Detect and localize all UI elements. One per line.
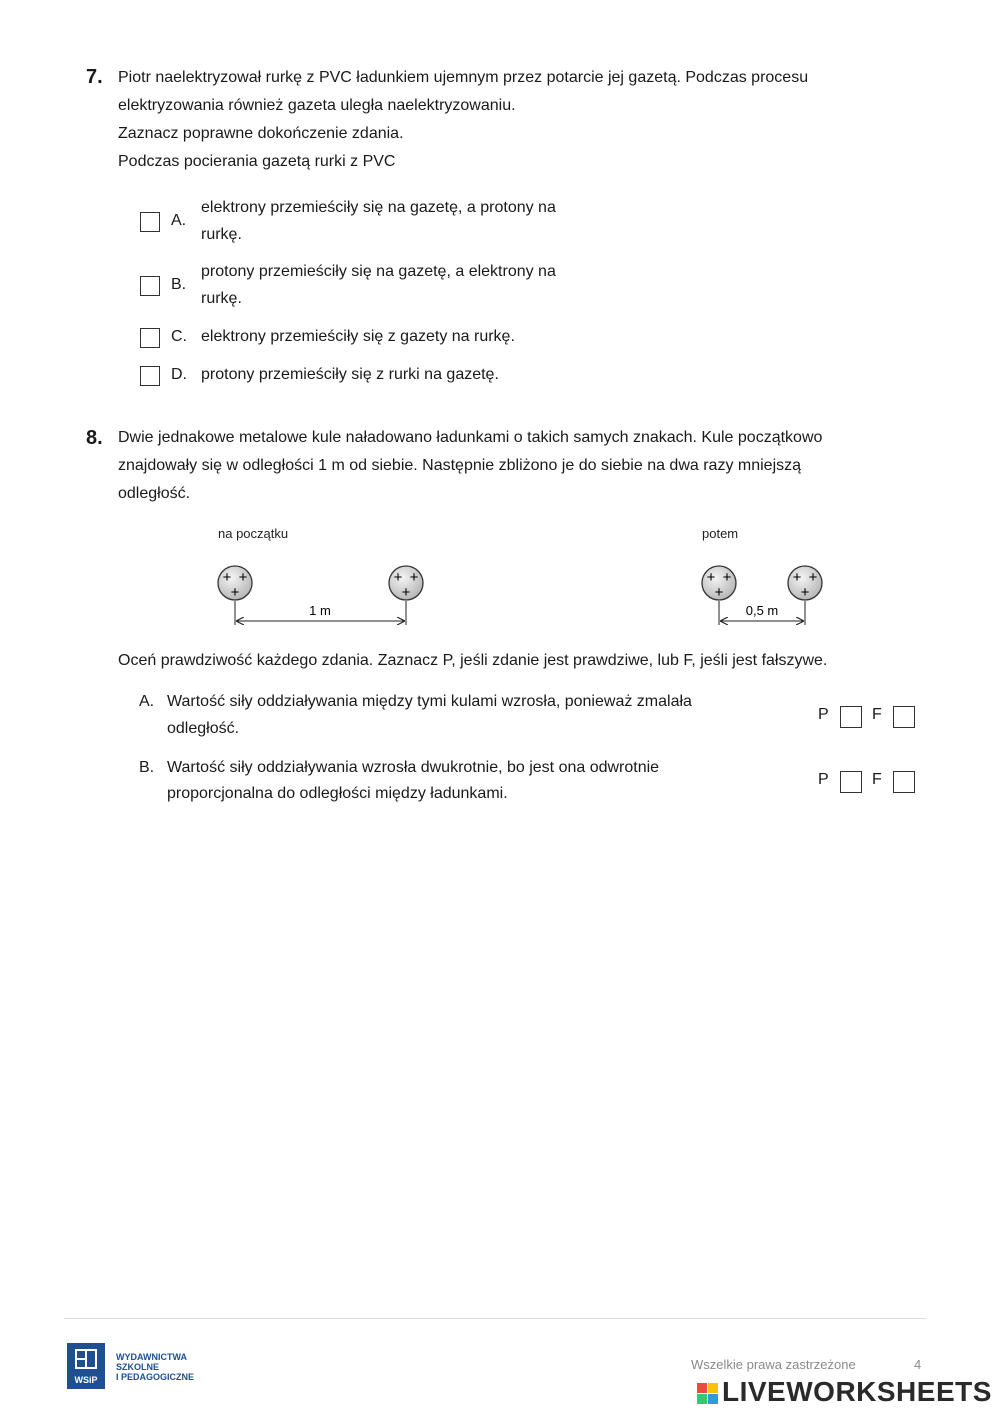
question-7-number: 7. xyxy=(86,66,103,88)
question-8-number: 8. xyxy=(86,427,103,449)
option-d-checkbox[interactable] xyxy=(140,366,160,386)
charge-plus: + xyxy=(230,584,240,601)
charges-diagram xyxy=(200,555,840,635)
option-a-text-1: elektrony przemieściły się na gazetę, a protony na xyxy=(201,199,556,216)
page-number: 4 xyxy=(914,1357,922,1372)
option-d-letter: D. xyxy=(171,366,187,383)
question-8-instruction: Oceń prawdziwość każdego zdania. Zaznacz P, jeśli zdanie jest prawdziwe, lub F, jeśli jest fałszywe. xyxy=(118,652,828,669)
option-b-checkbox[interactable] xyxy=(140,276,160,296)
question-7-line-4: Podczas pocierania gazetą rurki z PVC xyxy=(118,153,396,170)
statement-b-p-checkbox[interactable] xyxy=(840,771,862,793)
rights-reserved: Wszelkie prawa zastrzeżone xyxy=(691,1357,856,1372)
charge-plus: + xyxy=(222,569,232,586)
publisher-logo-icon xyxy=(67,1343,105,1389)
sphere-right-1 xyxy=(702,566,736,601)
charge-plus: + xyxy=(409,569,419,586)
statement-b-text-2: proporcjonalna do odległości między ładunkami. xyxy=(167,785,508,802)
publisher-name-2: SZKOLNE xyxy=(116,1362,160,1372)
question-8-line-1: Dwie jednakowe metalowe kule naładowano ładunkami o takich samych znakach. Kule początkowo xyxy=(118,429,823,446)
liveworksheets-watermark: LIVEWORKSHEETS xyxy=(722,1376,992,1407)
statement-a-f-label: F xyxy=(872,706,882,723)
option-a-checkbox[interactable] xyxy=(140,212,160,232)
question-7-line-1: Piotr naelektryzował rurkę z PVC ładunkiem ujemnym przez potarcie jej gazetą. Podczas procesu xyxy=(118,69,809,86)
statement-b-f-checkbox[interactable] xyxy=(893,771,915,793)
sphere-left-2 xyxy=(389,566,423,601)
statement-b-f-label: F xyxy=(872,771,882,788)
sphere-right-2 xyxy=(788,566,822,601)
option-a-letter: A. xyxy=(171,212,187,229)
publisher-name-1: WYDAWNICTWA xyxy=(116,1352,187,1362)
publisher-name-3: I PEDAGOGICZNE xyxy=(116,1372,195,1382)
statement-a-letter: A. xyxy=(139,693,155,710)
charge-plus: + xyxy=(800,584,810,601)
publisher-logo xyxy=(67,1343,105,1389)
option-b-text-1: protony przemieściły się na gazetę, a elektrony na xyxy=(201,263,556,280)
option-a-text-2: rurkę. xyxy=(201,226,242,243)
statement-a-text-1: Wartość siły oddziaływania między tymi kulami wzrosła, ponieważ zmalała xyxy=(167,693,692,710)
charge-plus: + xyxy=(401,584,411,601)
question-7-line-2: elektryzowania również gazeta uległa naelektryzowaniu. xyxy=(118,97,516,114)
option-c-letter: C. xyxy=(171,328,187,345)
distance-right-value: 0,5 m xyxy=(745,603,779,618)
option-b-text-2: rurkę. xyxy=(201,290,242,307)
question-7-line-3: Zaznacz poprawne dokończenie zdania. xyxy=(118,125,404,142)
question-8-line-3: odległość. xyxy=(118,485,191,502)
charge-plus: + xyxy=(393,569,403,586)
charge-plus: + xyxy=(238,569,248,586)
liveworksheets-logo-icon xyxy=(697,1383,719,1405)
option-c-checkbox[interactable] xyxy=(140,328,160,348)
statement-a-text-2: odległość. xyxy=(167,720,240,737)
statement-b-text-1: Wartość siły oddziaływania wzrosła dwukrotnie, bo jest ona odwrotnie xyxy=(167,759,660,776)
question-8-line-2: znajdowały się w odległości 1 m od siebie. Następnie zbliżono je do siebie na dwa razy mniejszą xyxy=(118,457,802,474)
diagram-right-label: potem xyxy=(702,526,739,541)
charge-plus: + xyxy=(792,569,802,586)
publisher-short: WSiP xyxy=(74,1375,98,1385)
diagram-left-label: na początku xyxy=(218,526,289,541)
charge-plus: + xyxy=(714,584,724,601)
statement-b-letter: B. xyxy=(139,759,155,776)
charge-plus: + xyxy=(808,569,818,586)
charge-plus: + xyxy=(706,569,716,586)
footer-divider xyxy=(64,1318,926,1319)
statement-a-f-checkbox[interactable] xyxy=(893,706,915,728)
sphere-left-1 xyxy=(218,566,252,601)
statement-a-p-checkbox[interactable] xyxy=(840,706,862,728)
charge-plus: + xyxy=(722,569,732,586)
distance-left-value: 1 m xyxy=(309,603,331,618)
option-b-letter: B. xyxy=(171,276,187,293)
statement-a-p-label: P xyxy=(818,706,829,723)
statement-b-p-label: P xyxy=(818,771,829,788)
option-c-text: elektrony przemieściły się z gazety na rurkę. xyxy=(201,328,515,345)
option-d-text: protony przemieściły się z rurki na gazetę. xyxy=(201,366,499,383)
